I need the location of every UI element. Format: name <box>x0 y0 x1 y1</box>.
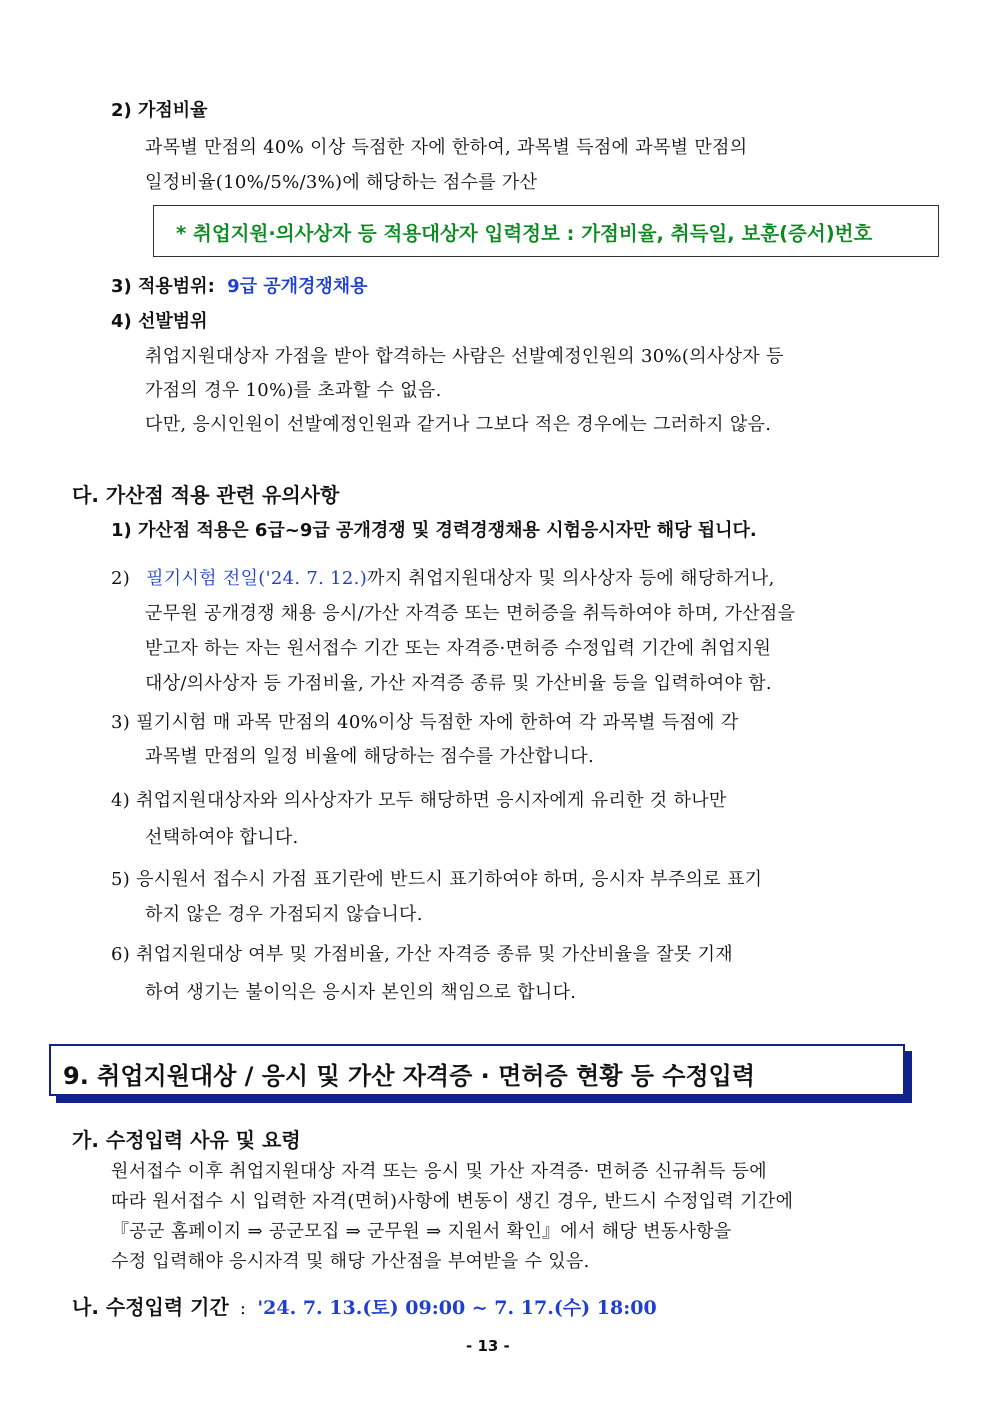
note-box <box>153 205 939 257</box>
section-2-line-1-text: 과목별 만점의 40% 이상 득점한 자에 한하여, 과목별 득점에 과목별 만점의 <box>145 137 748 158</box>
section-2-line-2: 일정비율(10%/5%/3%)에 해당하는 점수를 가산 <box>145 172 538 193</box>
da-item-2-line-2: 군무원 공개경쟁 채용 응시/가산 자격증 또는 면허증을 취득하여야 하며, 가산점을 <box>145 603 796 624</box>
page-number: - 13 - <box>466 1337 510 1355</box>
da-item-6-line-1: 6) 취업지원대상 여부 및 가점비율, 가산 자격증 종류 및 가산비율을 잘못 기재 <box>111 944 733 965</box>
section-3-value: 9급 공개경쟁채용 <box>227 276 368 297</box>
da-item-5-line-2: 하지 않은 경우 가점되지 않습니다. <box>145 904 423 925</box>
da-item-2-line-1 <box>111 564 943 590</box>
section-na-title: 나. 수정입력 기간 <box>72 1295 229 1319</box>
da-item-2-line-3: 받고자 하는 자는 원서접수 기간 또는 자격증·면허증 수정입력 기간에 취업지원 <box>145 638 772 659</box>
ga-line-3: 『공군 홈페이지 ⇒ 공군모집 ⇒ 군무원 ⇒ 지원서 확인』에서 해당 변동사항을 <box>111 1221 732 1242</box>
section-4-line-2: 가점의 경우 10%)를 초과할 수 없음. <box>145 380 442 401</box>
da-item-2-highlight: 필기시험 전일('24. 7. 12.) <box>146 568 368 589</box>
da-item-4-line-2: 선택하여야 합니다. <box>145 827 299 848</box>
da-item-2-line-4: 대상/의사상자 등 가점비율, 가산 자격증 종류 및 가산비율 등을 입력하여야 함. <box>145 673 772 694</box>
section-2-line-1 <box>145 133 905 159</box>
section-3 <box>111 272 368 298</box>
section-9-title: 9. 취업지원대상 / 응시 및 가산 자격증 · 면허증 현황 등 수정입력 <box>63 1062 756 1090</box>
section-4-line-1: 취업지원대상자 가점을 받아 합격하는 사람은 선발예정인원의 30%(의사상자 등 <box>145 346 784 367</box>
section-da-title: 다. 가산점 적용 관련 유의사항 <box>72 483 340 507</box>
da-item-5-line-1: 5) 응시원서 접수시 가점 표기란에 반드시 표기하여야 하며, 응시자 부주의로 표기 <box>111 869 763 890</box>
da-item-3-line-1: 3) 필기시험 매 과목 만점의 40%이상 득점한 자에 한하여 각 과목별 득점에 각 <box>111 712 739 733</box>
section-9-banner <box>49 1044 905 1096</box>
section-4-title: 4) 선발범위 <box>111 311 208 332</box>
section-2-title: 2) 가점비율 <box>111 100 208 121</box>
da-item-1: 1) 가산점 적용은 6급~9급 공개경쟁 및 경력경쟁채용 시험응시자만 해당 됩니다. <box>111 520 757 541</box>
ga-line-1: 원서접수 이후 취업지원대상 자격 또는 응시 및 가산 자격증· 면허증 신규취득 등에 <box>111 1161 767 1182</box>
section-na-sep: : <box>239 1298 247 1319</box>
da-item-4-line-1: 4) 취업지원대상자와 의사상자가 모두 해당하면 응시자에게 유리한 것 하나만 <box>111 790 727 811</box>
ga-line-4: 수정 입력해야 응시자격 및 해당 가산점을 부여받을 수 있음. <box>111 1251 590 1272</box>
ga-line-2: 따라 원서접수 시 입력한 자격(면허)사항에 변동이 생긴 경우, 반드시 수정입력 기간에 <box>111 1191 794 1212</box>
section-4-line-3: 다만, 응시인원이 선발예정인원과 같거나 그보다 적은 경우에는 그러하지 않음. <box>145 414 772 435</box>
section-na <box>72 1291 657 1320</box>
da-item-2-line-1-rest: 까지 취업지원대상자 및 의사상자 등에 해당하거나, <box>367 568 775 589</box>
note-box-text: * 취업지원·의사상자 등 적용대상자 입력정보 : 가점비율, 취득일, 보훈(증서)번호 <box>176 222 873 245</box>
section-na-period: '24. 7. 13.(토) 09:00 ~ 7. 17.(수) 18:00 <box>257 1297 657 1319</box>
da-item-6-line-2: 하여 생기는 불이익은 응시자 본인의 책임으로 합니다. <box>145 982 577 1003</box>
da-item-3-line-2: 과목별 만점의 일정 비율에 해당하는 점수를 가산합니다. <box>145 746 594 767</box>
section-ga-title: 가. 수정입력 사유 및 요령 <box>72 1128 301 1152</box>
section-3-label: 3) 적용범위: <box>111 276 215 297</box>
da-item-2-prefix: 2) <box>111 568 131 589</box>
